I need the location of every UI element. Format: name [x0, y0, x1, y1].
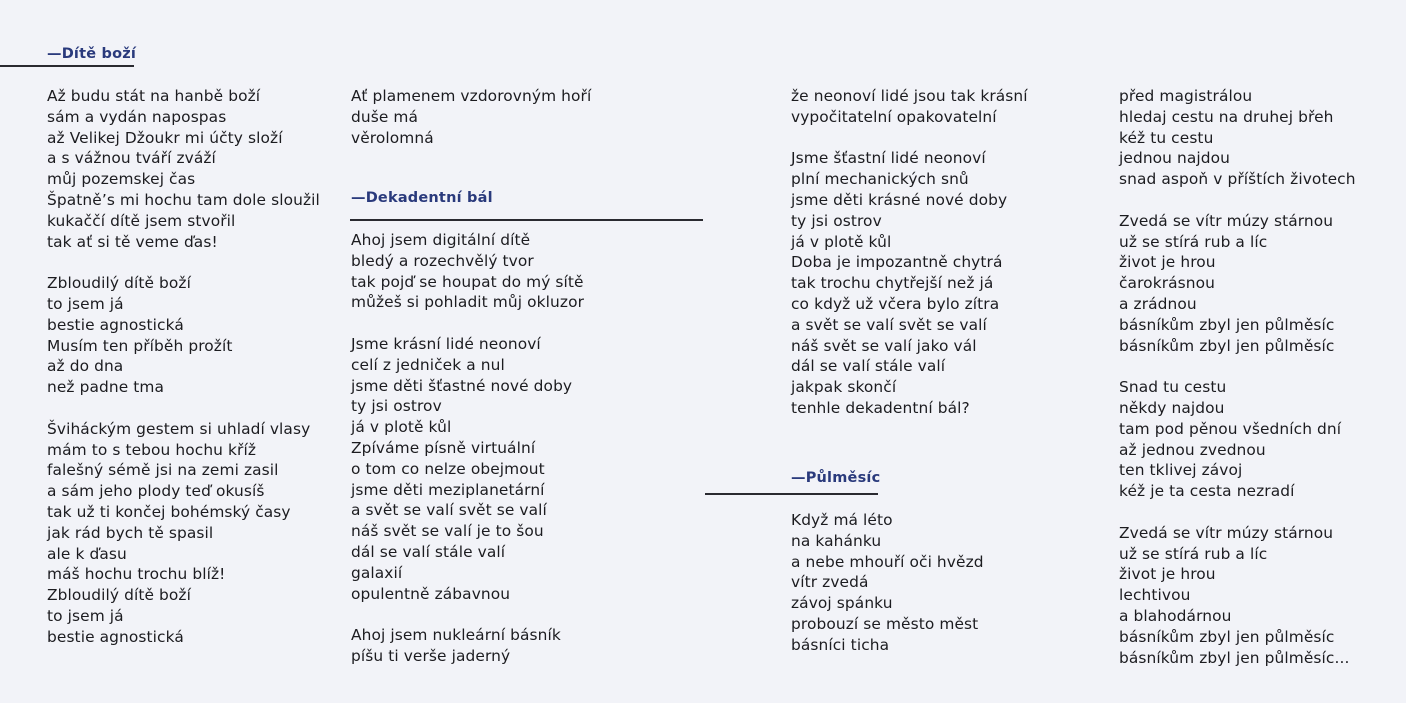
verse-line: než padne tma [47, 378, 165, 397]
verse-line: Ahoj jsem nukleární básník [351, 626, 561, 645]
verse-line: básníci ticha [791, 635, 890, 654]
verse-line: probouzí se město měst [791, 614, 979, 633]
verse-line: jakpak skončí [791, 378, 897, 397]
verse-line: Zbloudilý dítě boží [47, 586, 191, 605]
verse-line: tak pojď se houpat do mý sítě [351, 272, 584, 291]
stanza-break [1119, 190, 1356, 211]
verse-line: už se stírá rub a líc [1119, 232, 1268, 251]
title-underline [0, 65, 134, 67]
verse-line: Až budu stát na hanbě boží [47, 87, 261, 105]
verse-line: Jsme krásní lidé neonoví [351, 334, 541, 353]
title-underline [350, 219, 703, 221]
verse-line: bledý a rozechvělý tvor [351, 251, 534, 270]
poem-dekadentni-bal-col2 [351, 230, 584, 667]
verse-line: duše má [351, 107, 419, 126]
verse-line: život je hrou [1119, 565, 1216, 584]
verse-line: Když má léto [791, 511, 893, 529]
verse-line: jsme děti šťastné nové doby [351, 376, 573, 395]
verse-line: před magistrálou [1119, 87, 1253, 105]
verse-line: ten tklivej závoj [1119, 461, 1243, 480]
verse-line: galaxií [351, 563, 403, 582]
verse-line: básníkům zbyl jen půlměsíc [1119, 315, 1335, 334]
verse-line: Doba je impozantně chytrá [791, 253, 1003, 272]
verse-line: kéž je ta cesta nezradí [1119, 482, 1295, 501]
verse-line: falešný sémě jsi na zemi zasil [47, 461, 279, 480]
verse-line: čarokrásnou [1119, 274, 1216, 293]
stanza-break [1119, 502, 1356, 523]
verse-line: život je hrou [1119, 253, 1216, 272]
verse-line: plní mechanických snů [791, 170, 969, 189]
verse-line: věrolomná [351, 128, 434, 147]
verse-line: to jsem já [47, 606, 124, 625]
verse-line: a nebe mhouří oči hvězd [791, 552, 984, 571]
verse-line: až jednou zvednou [1119, 440, 1266, 459]
verse-line: tak už ti končej bohémský časy [47, 502, 291, 521]
verse-line: jsme děti meziplanetární [351, 480, 545, 499]
verse-line: o tom co nelze obejmout [351, 459, 545, 478]
verse-line: máš hochu trochu blíž! [47, 565, 226, 584]
verse-line: jednou najdou [1119, 149, 1231, 168]
verse-line: a blahodárnou [1119, 606, 1232, 625]
verse-line: vypočitatelní opakovatelní [791, 107, 997, 126]
verse-line: Špatně’s mi hochu tam dole sloužil [47, 190, 320, 209]
verse-line: Snad tu cestu [1119, 378, 1227, 397]
verse-line: básníkům zbyl jen půlměsíc [1119, 336, 1335, 355]
verse-line: Ahoj jsem digitální dítě [351, 231, 531, 249]
verse-line: náš svět se valí jako vál [791, 336, 977, 355]
stanza-break [791, 128, 1028, 149]
stanza-break [47, 252, 320, 273]
verse-line: jsme děti krásné nové doby [791, 190, 1008, 209]
verse-line: a svět se valí svět se valí [791, 315, 987, 334]
verse-line: ty jsi ostrov [791, 211, 882, 230]
verse-line: lechtivou [1119, 586, 1191, 605]
verse-line: já v plotě kůl [351, 418, 452, 437]
verse-line: tam pod pěnou všedních dní [1119, 419, 1342, 438]
poem-pulmesic-col3 [791, 510, 984, 656]
verse-line: básníkům zbyl jen půlměsíc [1119, 627, 1335, 646]
verse-line: už se stírá rub a líc [1119, 544, 1268, 563]
verse-line: Zpíváme písně virtuální [351, 438, 536, 457]
verse-line: závoj spánku [791, 594, 893, 613]
verse-line: to jsem já [47, 294, 124, 313]
verse-line: dál se valí stále valí [791, 357, 946, 376]
verse-line: Jsme šťastní lidé neonoví [791, 149, 986, 168]
verse-line: ale k ďasu [47, 544, 127, 563]
verse-line: hledaj cestu na druhej břeh [1119, 107, 1334, 126]
verse-line: a s vážnou tváří zváží [47, 149, 216, 168]
verse-line: kukaččí dítě jsem stvořil [47, 211, 236, 230]
verse-line: že neonoví lidé jsou tak krásní [791, 87, 1028, 105]
verse-line: básníkům zbyl jen půlměsíc... [1119, 648, 1350, 667]
verse-line: Zvedá se vítr múzy stárnou [1119, 211, 1334, 230]
verse-line: Zvedá se vítr múzy stárnou [1119, 523, 1334, 542]
verse-line: někdy najdou [1119, 398, 1225, 417]
verse-line: až do dna [47, 357, 124, 376]
poem-dite-bozi-col1 [47, 86, 320, 648]
verse-line: tenhle dekadentní bál? [791, 398, 970, 417]
verse-line: až Velikej Džoukr mi účty složí [47, 128, 283, 147]
verse-line: tak trochu chytřejší než já [791, 274, 994, 293]
verse-line: na kahánku [791, 531, 882, 550]
verse-line: náš svět se valí je to šou [351, 522, 544, 541]
stanza-break [47, 398, 320, 419]
title-underline [705, 493, 878, 495]
poem-pulmesic-col4 [1119, 86, 1356, 668]
verse-line: bestie agnostická [47, 315, 184, 334]
stanza-break [351, 604, 584, 625]
verse-line: ty jsi ostrov [351, 397, 442, 416]
verse-line: můj pozemskej čas [47, 170, 196, 189]
verse-line: tak ať si tě veme ďas! [47, 232, 218, 251]
verse-line: dál se valí stále valí [351, 542, 506, 561]
verse-line: opulentně zábavnou [351, 584, 511, 603]
verse-line: sám a vydán napospas [47, 107, 227, 126]
verse-line: kéž tu cestu [1119, 128, 1214, 147]
verse-line: co když už včera bylo zítra [791, 294, 1000, 313]
stanza-break [1119, 356, 1356, 377]
poem-dekadentni-bal-col3 [791, 86, 1028, 419]
poem-dite-bozi-col2 [351, 86, 591, 148]
verse-line: Musím ten příběh prožít [47, 336, 233, 355]
poem-title-dite-bozi: —Dítě boží [47, 46, 137, 62]
verse-line: jak rád bych tě spasil [47, 523, 214, 542]
poem-title-dekadentni-bal: —Dekadentní bál [351, 190, 493, 206]
verse-line: píšu ti verše jaderný [351, 646, 511, 665]
stanza-break [351, 313, 584, 334]
verse-line: bestie agnostická [47, 627, 184, 646]
verse-line: celí z jedniček a nul [351, 355, 505, 374]
verse-line: a zrádnou [1119, 294, 1197, 313]
verse-line: můžeš si pohladit můj okluzor [351, 293, 585, 312]
verse-line: snad aspoň v příštích životech [1119, 170, 1356, 189]
verse-line: a sám jeho plody teď okusíš [47, 482, 265, 501]
poem-title-pulmesic: —Půlměsíc [791, 470, 881, 486]
verse-line: Šviháckým gestem si uhladí vlasy [47, 419, 311, 438]
verse-line: mám to s tebou hochu kříž [47, 440, 257, 459]
verse-line: a svět se valí svět se valí [351, 501, 547, 520]
verse-line: Ať plamenem vzdorovným hoří [351, 87, 592, 105]
verse-line: já v plotě kůl [791, 232, 892, 251]
verse-line: Zbloudilý dítě boží [47, 274, 191, 293]
verse-line: vítr zvedá [791, 573, 869, 592]
